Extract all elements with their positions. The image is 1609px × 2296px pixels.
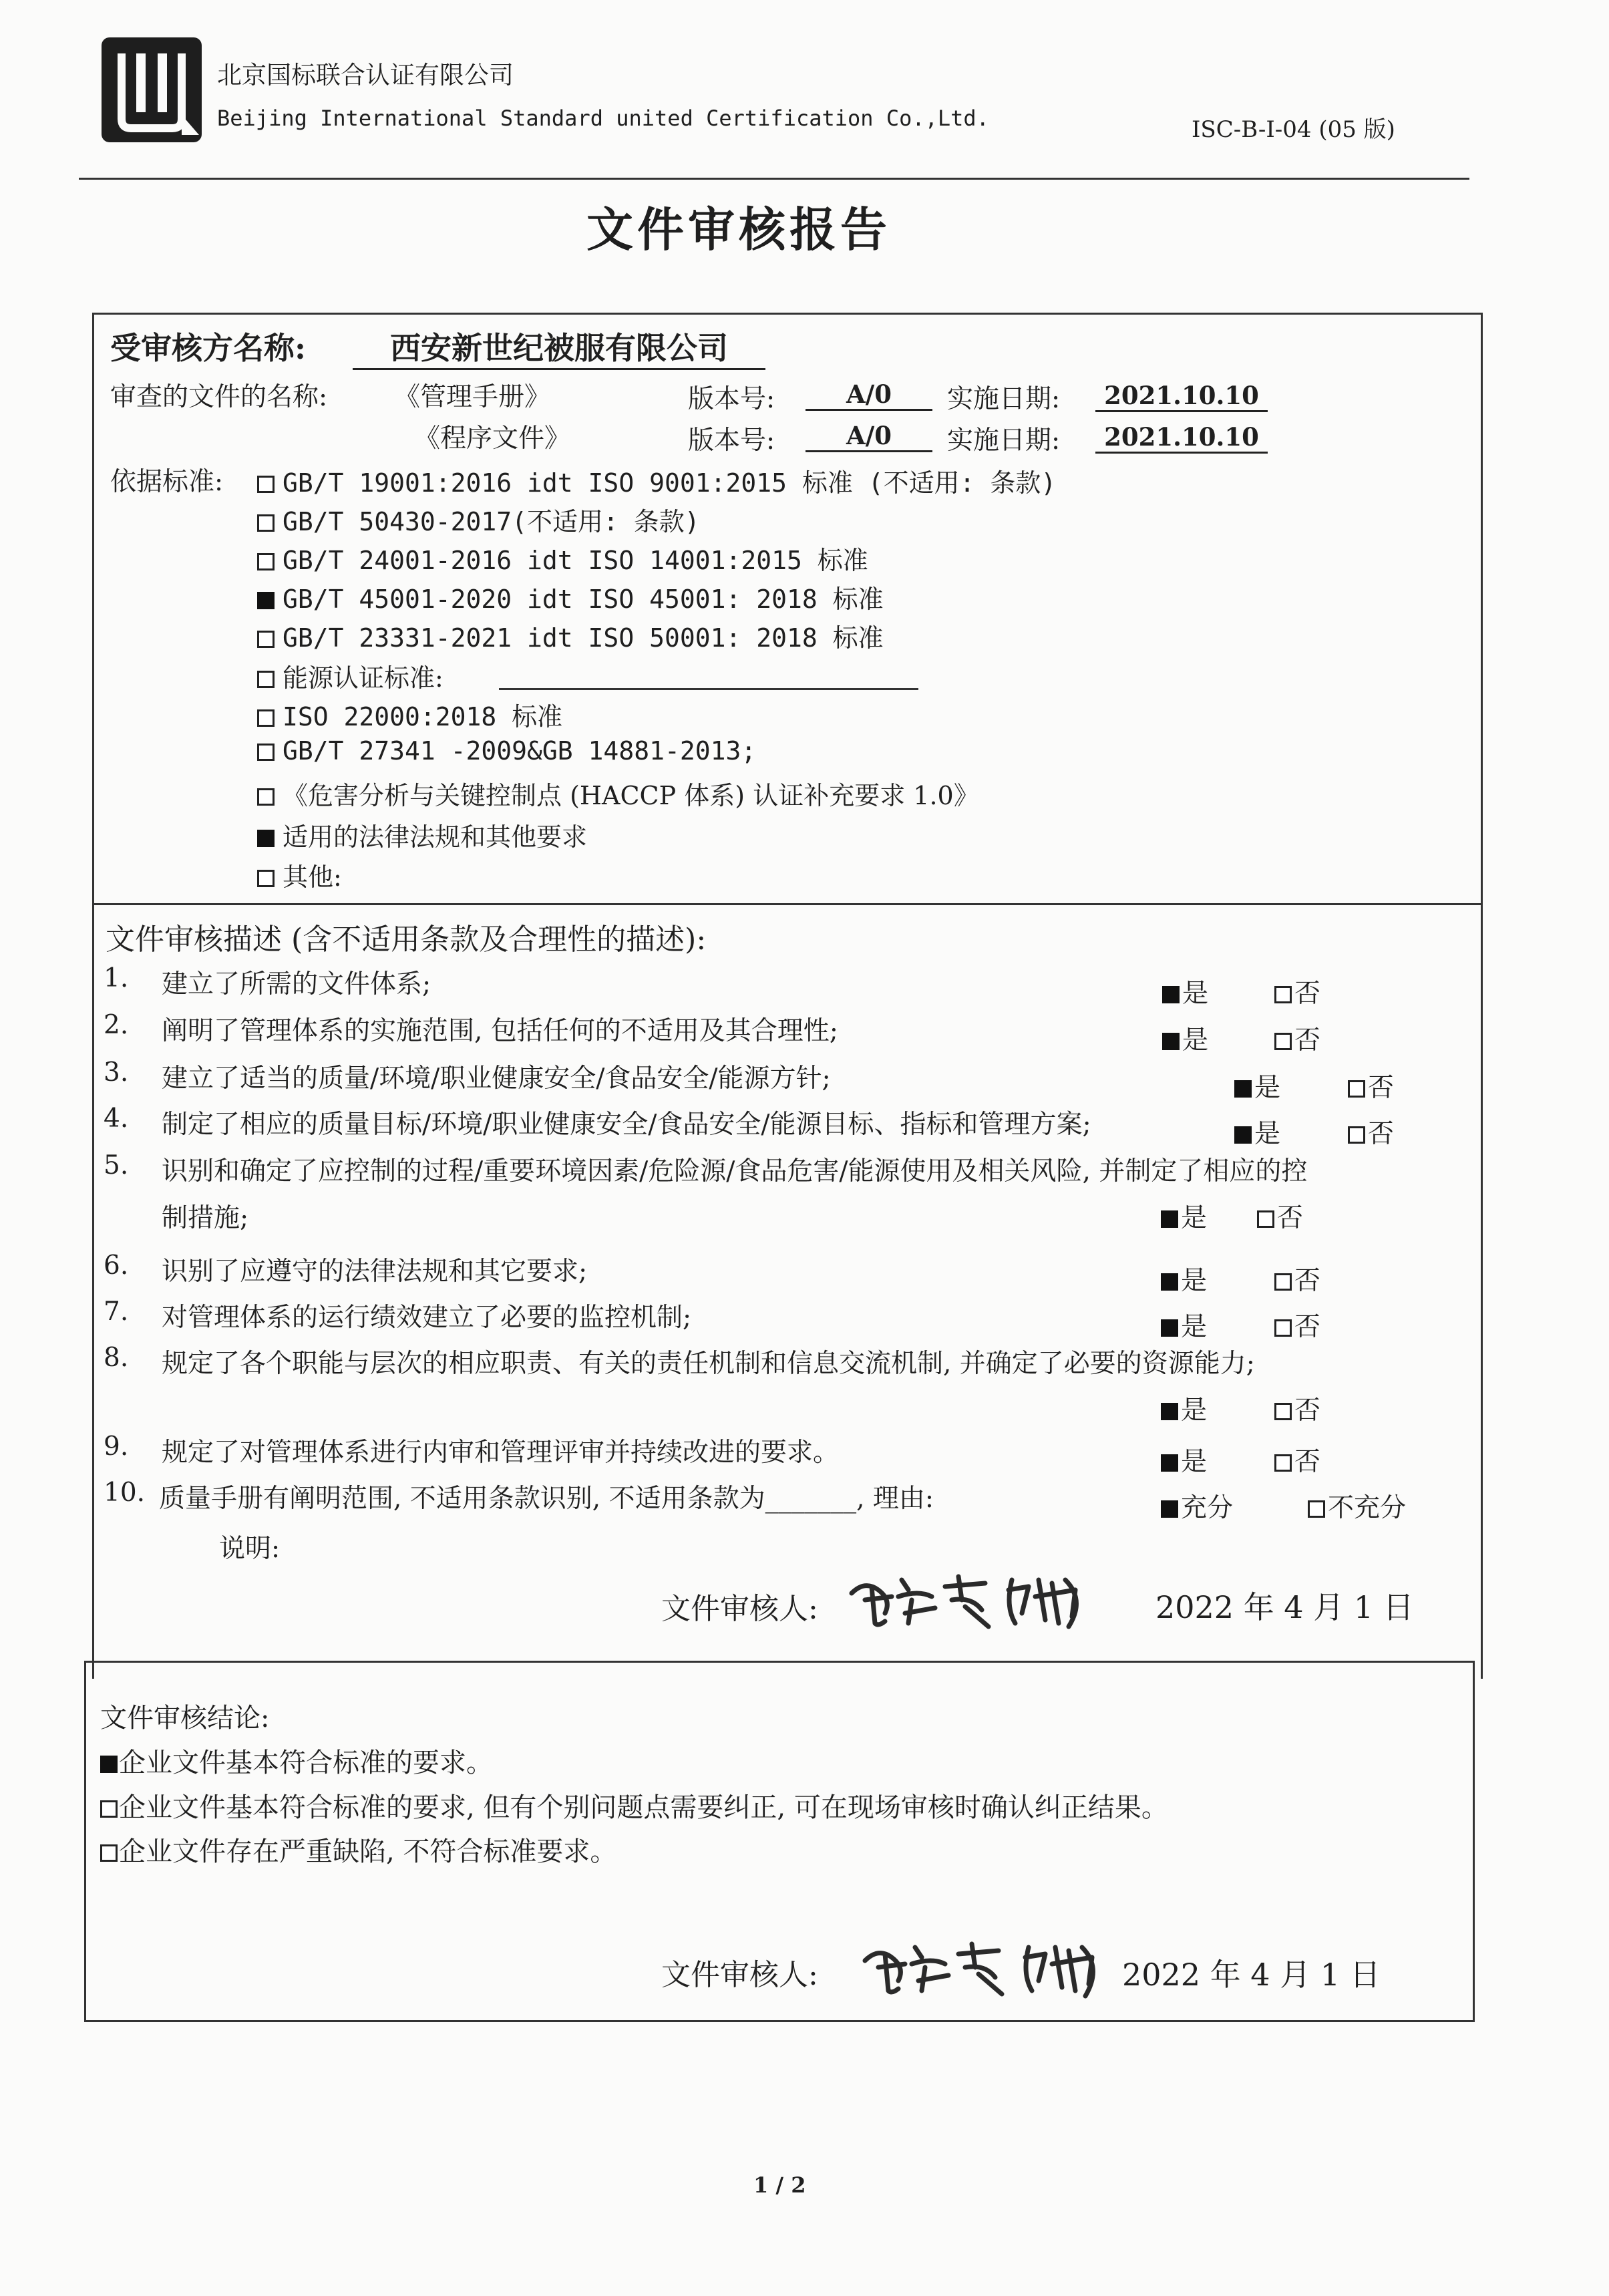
yes-label: 是: [1182, 1025, 1209, 1055]
conclusion-text: 企业文件存在严重缺陷, 不符合标准要求。: [119, 1836, 617, 1867]
no-checkbox[interactable]: [1274, 1273, 1292, 1291]
no-option[interactable]: [1274, 973, 1320, 1010]
yes-checkbox[interactable]: [1161, 1500, 1178, 1518]
review-date: 2022 年 4 月 1 日: [1155, 1589, 1414, 1625]
description-item-number: 6.: [104, 1251, 129, 1281]
no-label: 否: [1294, 1266, 1321, 1296]
description-item-text-cont: 制措施;: [162, 1203, 249, 1233]
standard-text: GB/T 45001-2020 idt ISO 45001: 2018 标准: [283, 585, 884, 614]
box-top: [92, 313, 1483, 315]
description-item-text: 阐明了管理体系的实施范围, 包括任何的不适用及其合理性;: [162, 1016, 838, 1046]
description-item-number: 5.: [104, 1150, 129, 1180]
yes-checkbox[interactable]: [1161, 1403, 1178, 1420]
description-item-number: 1.: [104, 963, 129, 993]
box-bottom: [84, 2020, 1475, 2022]
conclusion-item: [100, 1786, 1168, 1824]
standard-checkbox[interactable]: [257, 592, 275, 609]
yes-label: 是: [1181, 1203, 1208, 1233]
standard-text: GB/T 50430-2017(不适用: 条款): [283, 507, 700, 536]
description-item-number: 2.: [104, 1010, 129, 1040]
conclusion-date: 2022 年 4 月 1 日: [1122, 1957, 1381, 1993]
description-item-text: 识别和确定了应控制的过程/重要环境因素/危险源/食品危害/能源使用及相关风险, 并制定了相应的控: [162, 1156, 1308, 1186]
yes-label: 是: [1182, 979, 1209, 1009]
conclusion-text: 企业文件基本符合标准的要求, 但有个别问题点需要纠正, 可在现场审核时确认纠正结果。: [119, 1792, 1168, 1823]
no-option[interactable]: [1348, 1113, 1394, 1150]
no-option[interactable]: [1274, 1306, 1320, 1343]
conclusion-item: [100, 1742, 493, 1780]
conclusion-reviewer-signature: [858, 1924, 1139, 2004]
no-checkbox[interactable]: [1274, 1319, 1292, 1337]
standard-checkbox[interactable]: [257, 476, 275, 493]
description-item-number: 10.: [104, 1478, 146, 1508]
yes-option[interactable]: [1161, 1197, 1207, 1235]
no-option[interactable]: [1308, 1487, 1406, 1524]
standard-text: ISO 22000:2018 标准: [283, 702, 563, 731]
yes-checkbox[interactable]: [1161, 1319, 1178, 1337]
header-divider: [79, 178, 1469, 180]
company-logo: [99, 35, 204, 145]
no-label: 否: [1294, 979, 1321, 1009]
description-item-number: 7.: [104, 1297, 129, 1327]
no-checkbox[interactable]: [1257, 1210, 1274, 1228]
no-label: 不充分: [1328, 1493, 1407, 1523]
no-label: 否: [1294, 1312, 1321, 1342]
yes-checkbox[interactable]: [1161, 1210, 1178, 1228]
no-checkbox[interactable]: [1274, 1033, 1292, 1050]
date-label: 实施日期:: [947, 384, 1061, 414]
document-version: A/0: [806, 379, 932, 411]
standards-label: 依据标准:: [110, 467, 224, 497]
section-divider-2: [84, 1661, 1475, 1663]
auditee-label: 受审核方名称:: [110, 330, 306, 366]
description-item-text: 识别了应遵守的法律法规和其它要求;: [162, 1257, 588, 1287]
no-label: 否: [1294, 1447, 1321, 1477]
description-item-text: 建立了适当的质量/环境/职业健康安全/食品安全/能源方针;: [162, 1063, 831, 1094]
yes-option[interactable]: [1161, 1487, 1233, 1524]
standard-checkbox[interactable]: [257, 553, 275, 570]
document-version: A/0: [806, 421, 932, 452]
standard-checkbox[interactable]: [257, 709, 275, 727]
company-name-en: Beijing International Standard united Certification Co.,Ltd.: [217, 106, 989, 131]
yes-label: 是: [1181, 1266, 1208, 1296]
document-date: 2021.10.10: [1095, 381, 1268, 412]
standard-item: [257, 462, 1056, 499]
description-item-text: 规定了对管理体系进行内审和管理评审并持续改进的要求。: [162, 1438, 840, 1468]
no-label: 否: [1277, 1203, 1304, 1233]
yes-option[interactable]: [1234, 1067, 1280, 1104]
standard-text: GB/T 19001:2016 idt ISO 9001:2015 标准 (不适用: 条款): [283, 468, 1057, 498]
standard-text: GB/T 23331-2021 idt ISO 50001: 2018 标准: [283, 623, 884, 653]
standard-text: 能源认证标准:: [283, 663, 443, 693]
auditee-name: 西安新世纪被服有限公司: [353, 324, 765, 370]
reviewer-signature: [845, 1560, 1119, 1633]
no-checkbox[interactable]: [1274, 1454, 1292, 1472]
no-label: 否: [1368, 1073, 1395, 1103]
page-title: 文件审核报告: [586, 202, 891, 257]
no-option[interactable]: [1348, 1067, 1394, 1104]
standard-item: [257, 501, 700, 538]
no-option[interactable]: [1274, 1019, 1320, 1057]
standard-item: [257, 540, 868, 577]
note-label: 说明:: [219, 1534, 281, 1564]
energy-standard-blank: [499, 688, 918, 690]
form-code: ISC-B-I-04 (05 版): [1192, 116, 1395, 143]
standard-item: [257, 579, 884, 615]
standard-checkbox[interactable]: [257, 788, 275, 806]
description-item-number: 4.: [104, 1104, 129, 1134]
yes-label: 是: [1181, 1396, 1208, 1426]
no-checkbox[interactable]: [1348, 1080, 1365, 1098]
yes-checkbox[interactable]: [1161, 1273, 1178, 1291]
standard-item: [257, 736, 756, 766]
standard-text: 其他:: [283, 862, 342, 892]
yes-option[interactable]: [1161, 1441, 1207, 1478]
yes-option[interactable]: [1234, 1113, 1280, 1150]
no-label: 否: [1368, 1119, 1395, 1149]
standard-text: GB/T 27341 -2009&GB 14881-2013;: [283, 736, 757, 766]
box2-right: [1473, 1661, 1475, 2022]
standard-item: [257, 696, 562, 733]
standard-checkbox[interactable]: [257, 830, 275, 847]
description-item-text: 制定了相应的质量目标/环境/职业健康安全/食品安全/能源目标、指标和管理方案;: [162, 1110, 1091, 1140]
no-label: 否: [1294, 1396, 1321, 1426]
standard-text: 《危害分析与关键控制点 (HACCP 体系) 认证补充要求 1.0》: [283, 781, 979, 810]
standard-item: [257, 657, 443, 694]
yes-checkbox[interactable]: [1234, 1126, 1252, 1144]
yes-label: 是: [1254, 1073, 1281, 1103]
yes-checkbox[interactable]: [1162, 1033, 1180, 1050]
yes-option[interactable]: [1162, 1019, 1208, 1057]
yes-checkbox[interactable]: [1234, 1080, 1252, 1098]
box-right: [1481, 313, 1483, 1679]
standard-item: [257, 816, 587, 853]
yes-option[interactable]: [1161, 1389, 1207, 1427]
document-name: 《管理手册》: [394, 382, 551, 412]
yes-label: 是: [1181, 1312, 1208, 1342]
version-label: 版本号:: [688, 426, 775, 456]
conclusion-text: 企业文件基本符合标准的要求。: [119, 1748, 493, 1778]
standard-checkbox[interactable]: [257, 671, 275, 688]
yes-option[interactable]: [1161, 1260, 1207, 1297]
section-divider-1: [92, 903, 1483, 905]
description-item-number: 3.: [104, 1057, 129, 1088]
box-left: [92, 313, 94, 1679]
page-number: 1 / 2: [753, 2172, 806, 2198]
yes-label: 充分: [1181, 1493, 1234, 1523]
standard-text: 适用的法律法规和其他要求: [283, 822, 588, 852]
description-item-text: 质量手册有阐明范围, 不适用条款识别, 不适用条款为_______, 理由:: [159, 1484, 934, 1514]
no-option[interactable]: [1257, 1197, 1303, 1235]
no-checkbox[interactable]: [1274, 986, 1292, 1003]
no-option[interactable]: [1274, 1441, 1320, 1478]
yes-option[interactable]: [1162, 973, 1208, 1010]
standard-item: [257, 856, 342, 893]
standard-item: [257, 775, 979, 812]
description-item-text: 规定了各个职能与层次的相应职责、有关的责任机制和信息交流机制, 并确定了必要的资源能力;: [162, 1349, 1255, 1379]
description-item-number: 8.: [104, 1343, 129, 1373]
standard-checkbox[interactable]: [257, 870, 275, 887]
version-label: 版本号:: [688, 384, 775, 414]
yes-label: 是: [1181, 1447, 1208, 1477]
description-item-number: 9.: [104, 1432, 129, 1462]
date-label: 实施日期:: [947, 426, 1061, 456]
yes-checkbox[interactable]: [1162, 986, 1180, 1003]
description-heading: 文件审核描述 (含不适用条款及合理性的描述):: [106, 923, 707, 957]
description-item-text: 对管理体系的运行绩效建立了必要的监控机制;: [162, 1303, 692, 1333]
no-checkbox[interactable]: [1348, 1126, 1365, 1144]
standard-checkbox[interactable]: [257, 514, 275, 532]
conclusion-item: [100, 1830, 616, 1868]
conclusion-heading: 文件审核结论:: [100, 1703, 270, 1734]
document-name: 《程序文件》: [414, 424, 571, 454]
conclusion-checkbox[interactable]: [100, 1844, 118, 1862]
description-item-text: 建立了所需的文件体系;: [162, 969, 431, 999]
yes-label: 是: [1254, 1119, 1281, 1149]
documents-label: 审查的文件的名称:: [110, 382, 328, 412]
yes-checkbox[interactable]: [1161, 1454, 1178, 1472]
no-option[interactable]: [1274, 1389, 1320, 1427]
standard-checkbox[interactable]: [257, 631, 275, 648]
no-checkbox[interactable]: [1274, 1403, 1292, 1420]
standard-text: GB/T 24001-2016 idt ISO 14001:2015 标准: [283, 546, 868, 575]
company-name-cn: 北京国标联合认证有限公司: [217, 61, 514, 90]
document-date: 2021.10.10: [1095, 422, 1268, 454]
reviewer-label: 文件审核人:: [661, 1592, 818, 1626]
conclusion-checkbox[interactable]: [100, 1756, 118, 1773]
conclusion-reviewer-label: 文件审核人:: [661, 1958, 818, 1992]
standard-checkbox[interactable]: [257, 744, 275, 761]
yes-option[interactable]: [1161, 1306, 1207, 1343]
no-label: 否: [1294, 1025, 1321, 1055]
standard-item: [257, 617, 884, 654]
no-checkbox[interactable]: [1308, 1500, 1325, 1518]
conclusion-checkbox[interactable]: [100, 1800, 118, 1818]
box2-left: [84, 1661, 86, 2022]
no-option[interactable]: [1274, 1260, 1320, 1297]
